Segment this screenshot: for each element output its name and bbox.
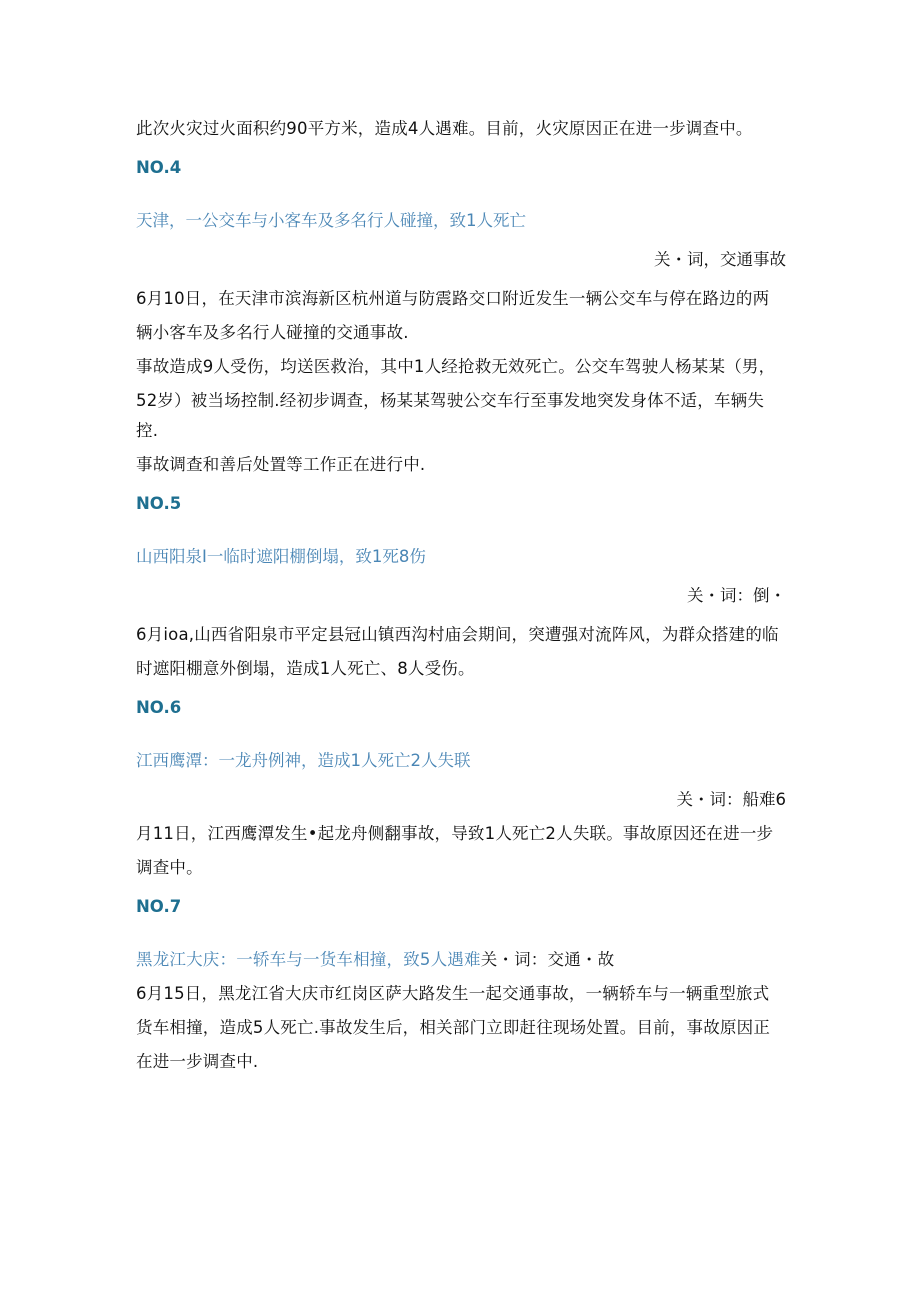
section-7-line-2: 货车相撞，造成5人死亡.事故发生后，相关部门立即赶往现场处置。目前，事故原因正 — [136, 1018, 771, 1037]
section-7-line-3: 在进一步调查中. — [136, 1052, 259, 1071]
document-page — [136, 114, 786, 1077]
section-6-line-1: 月11日，江西鹰潭发生•起龙舟侧翻事故，导致1人死亡2人失联。事故原因还在进一步 — [136, 824, 774, 843]
section-4-headline: 天津，一公交车与小客车及多名行人碰撞，致1人死亡 — [136, 211, 526, 230]
section-5-keywords: 关・词：倒・ — [687, 586, 786, 605]
section-4-keywords: 关・词，交通事故 — [654, 250, 786, 269]
section-6-number: NO.6 — [136, 698, 182, 717]
section-5-headline: 山西阳泉I一临时遮阳棚倒塌，致1死8伤 — [136, 547, 426, 566]
section-4-line-4: 52岁）被当场控制.经初步调查，杨某某驾驶公交车行至事发地突发身体不适，车辆失控. — [136, 391, 765, 440]
section-4-line-1: 6月10日，在天津市滨海新区杭州道与防震路交口附近发生一辆公交车与停在路边的两 — [136, 289, 770, 308]
section-6-line-2: 调查中。 — [136, 858, 203, 877]
section-7-line-1: 6月15日，黑龙江省大庆市红岗区萨大路发生一起交通事故，一辆轿车与一辆重型旅式 — [136, 984, 770, 1003]
section-5-line-2: 时遮阳棚意外倒塌，造成1人死亡、8人受伤。 — [136, 659, 475, 678]
section-6-headline: 江西鹰潭：一龙舟例神，造成1人死亡2人失联 — [136, 751, 471, 770]
section-6-keywords: 关・词：船难6 — [676, 790, 786, 809]
section-4-line-3: 事故造成9人受伤，均送医救治，其中1人经抢救无效死亡。公交车驾驶人杨某某（男， — [136, 357, 776, 376]
intro-line: 此次火灾过火面积约90平方米，造成4人遇难。目前，火灾原因正在进一步调查中。 — [136, 119, 753, 138]
section-5-line-1: 6月ioa,山西省阳泉市平定县冠山镇西沟村庙会期间，突遭强对流阵风，为群众搭建的临 — [136, 625, 779, 644]
section-7-number: NO.7 — [136, 897, 182, 916]
section-7-headline-row — [136, 945, 786, 975]
section-7-headline: 黑龙江大庆：一轿车与一货车相撞，致5人遇难 — [136, 950, 481, 969]
section-7-keywords: 关・词：交通・故 — [480, 950, 615, 969]
section-5-number: NO.5 — [136, 494, 182, 513]
section-4-number: NO.4 — [136, 158, 182, 177]
section-4-line-5: 事故调查和善后处置等工作正在进行中. — [136, 455, 426, 474]
section-4-line-2: 辆小客车及多名行人碰撞的交通事故. — [136, 323, 409, 342]
